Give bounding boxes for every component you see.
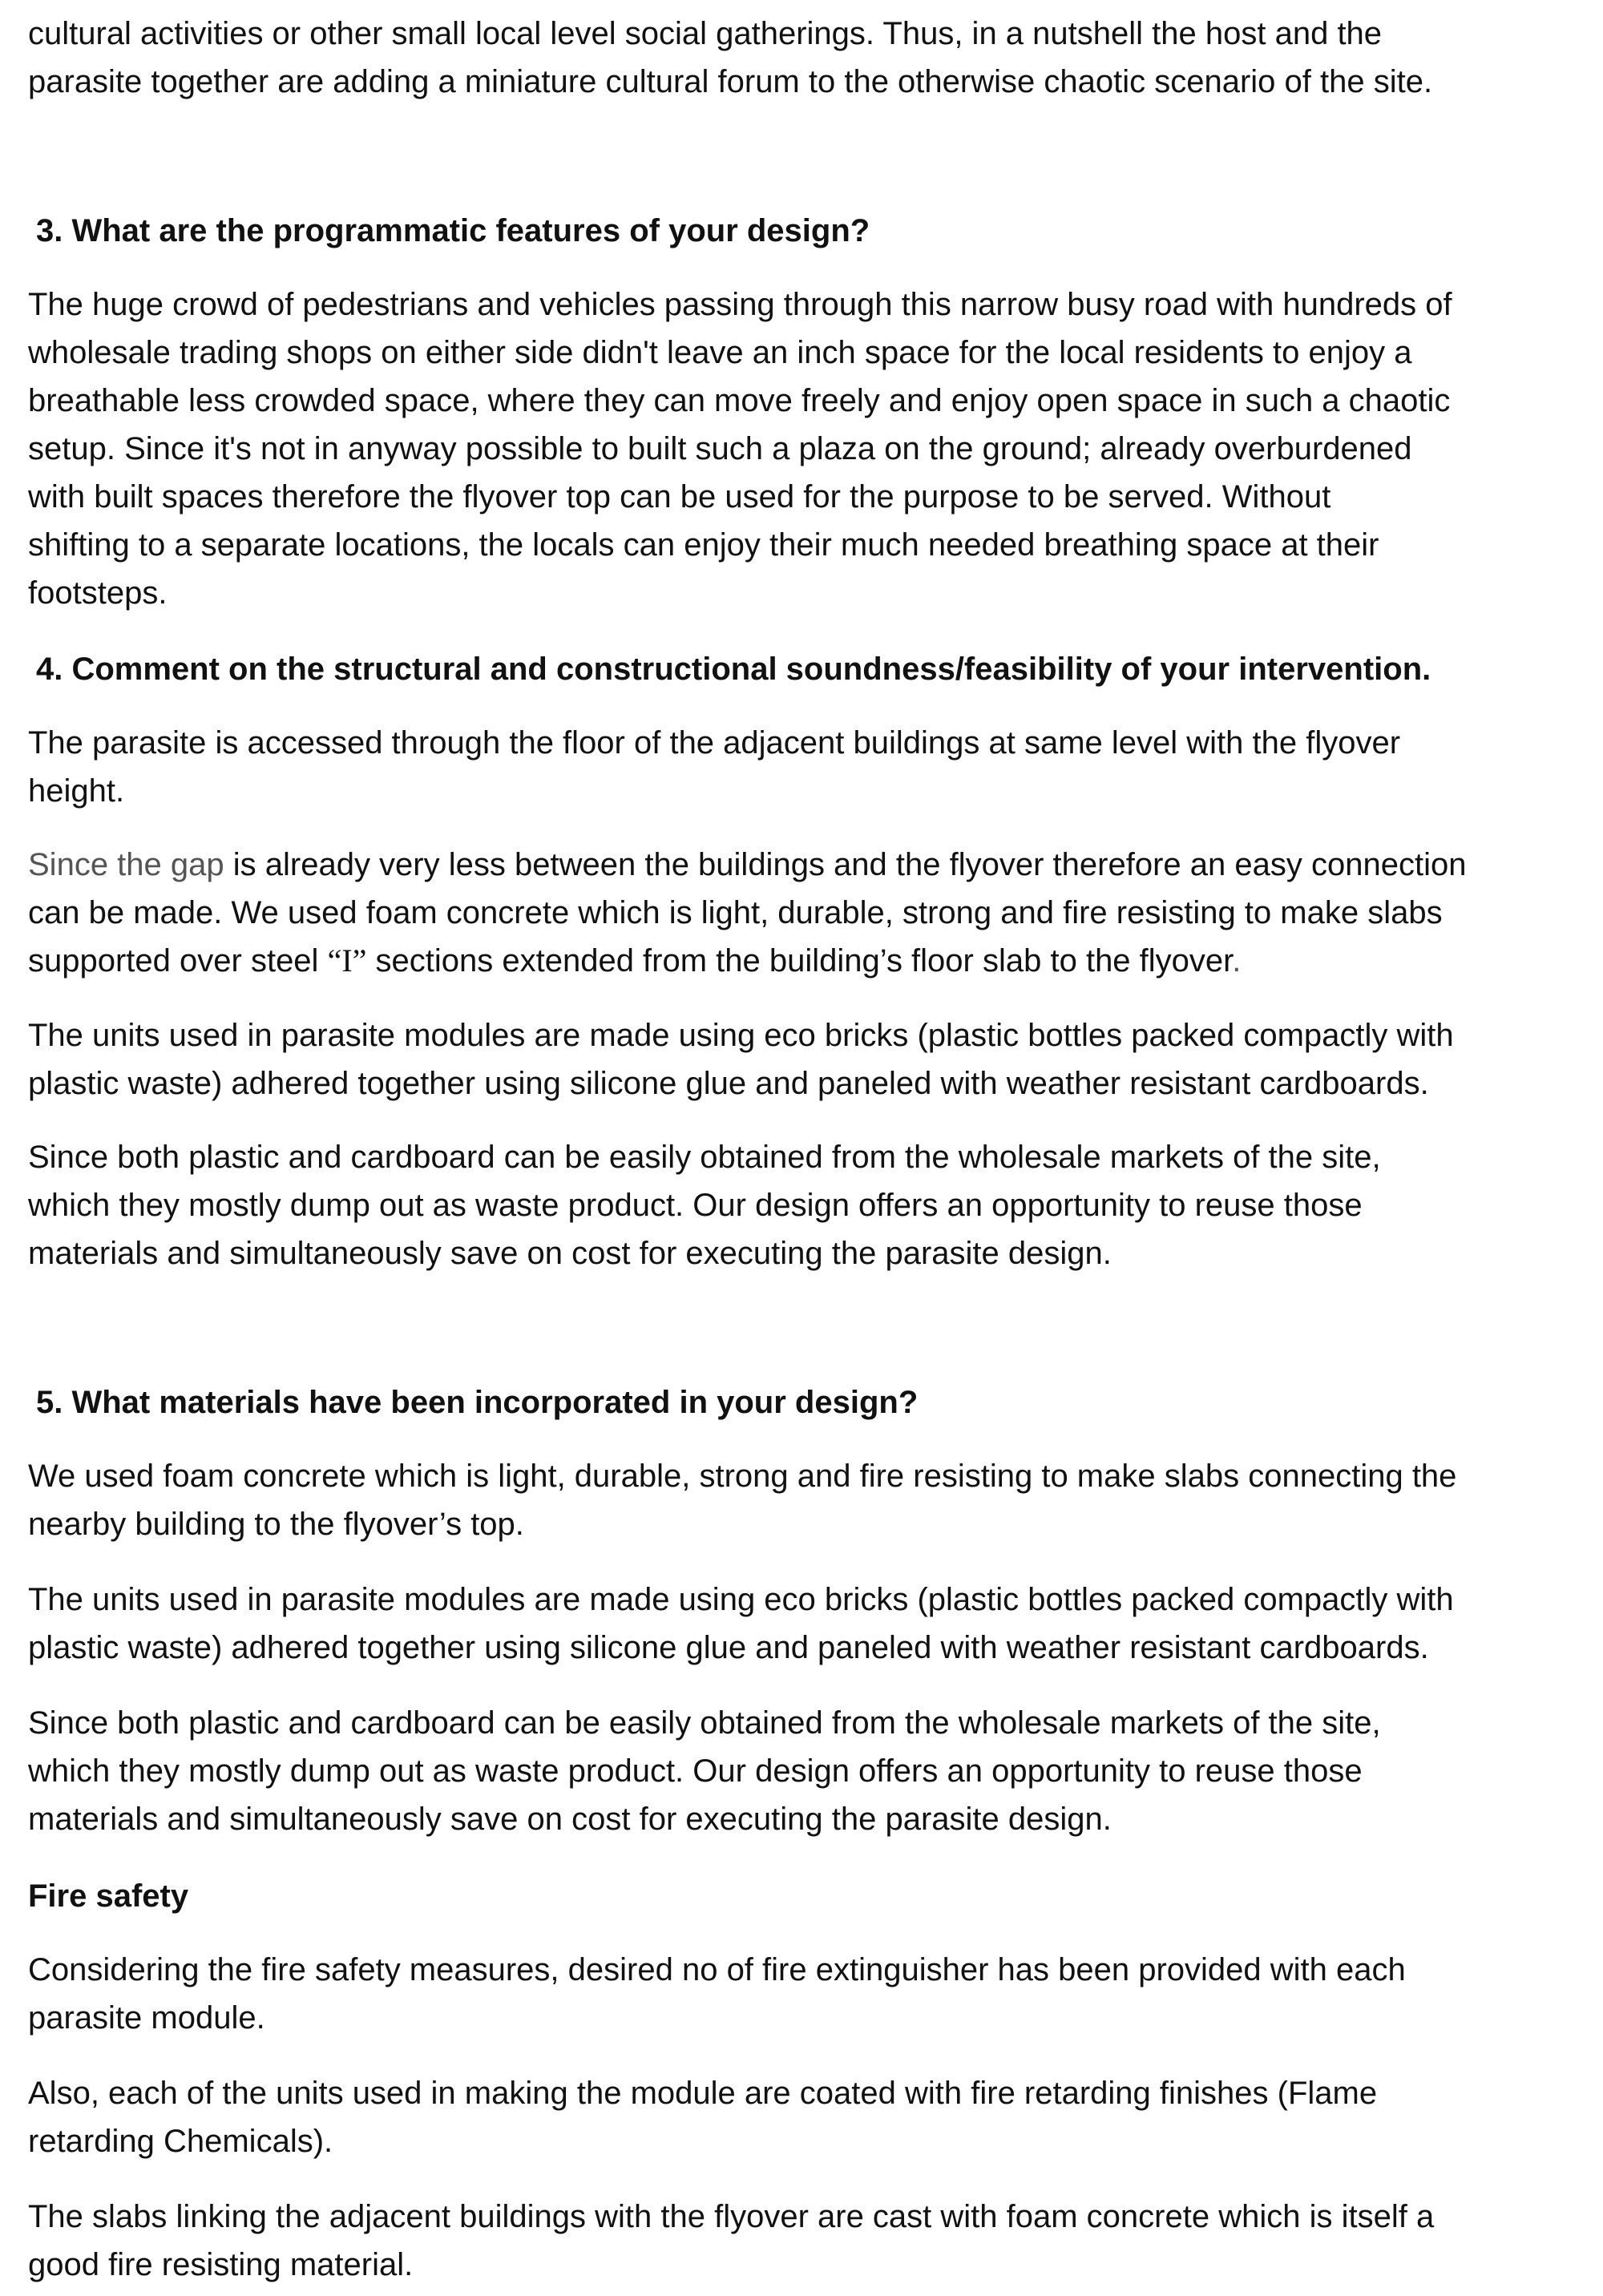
text-line: The slabs linking the adjacent buildings with the flyover are cast with foam concrete which is itself a [28, 2199, 1435, 2234]
text-line: materials and simultaneously save on cost for executing the parasite design. [28, 1802, 1112, 1837]
text-line: can be made. We used foam concrete which is light, durable, strong and fire resisting to make slabs [28, 895, 1443, 930]
text-line: setup. Since it's not in anyway possible to built such a plaza on the ground; already overburdened [28, 431, 1412, 466]
fire-safety-heading: Fire safety [28, 1878, 189, 1914]
text-line: which they mostly dump out as waste product. Our design offers an opportunity to reuse those [28, 1753, 1363, 1789]
q5-paragraph-1 [28, 1452, 1456, 1548]
text-line: parasite together are adding a miniature cultural forum to the otherwise chaotic scenario of the site. [28, 64, 1433, 99]
text-line: The units used in parasite modules are made using eco bricks (plastic bottles packed compactly with [28, 1582, 1454, 1617]
q4-paragraph-2 [28, 841, 1466, 985]
text-line: Considering the fire safety measures, desired no of fire extinguisher has been provided with each [28, 1952, 1406, 1987]
text-line: retarding Chemicals). [28, 2124, 333, 2159]
q3-paragraph [28, 280, 1452, 617]
q4-paragraph-4 [28, 1133, 1381, 1277]
fire-paragraph-2 [28, 2069, 1377, 2165]
text-line: height. [28, 773, 125, 809]
q4-heading: 4. Comment on the structural and constructional soundness/feasibility of your intervention. [36, 652, 1431, 687]
text-span: is already very less between the buildings and the flyover therefore an easy connection [224, 847, 1467, 882]
text-line: Since both plastic and cardboard can be easily obtained from the wholesale markets of the site, [28, 1705, 1381, 1741]
text-line: good fire resisting material. [28, 2247, 414, 2282]
text-line: Also, each of the units used in making the module are coated with fire retarding finishes (Flame [28, 2076, 1378, 2111]
text-line: breathable less crowded space, where they can move freely and enjoy open space in such a chaotic [28, 383, 1451, 418]
text-line: parasite module. [28, 2000, 265, 2036]
text-line: materials and simultaneously save on cost for executing the parasite design. [28, 1236, 1112, 1271]
text-line: The parasite is accessed through the floor of the adjacent buildings at same level with the flyover [28, 725, 1401, 761]
text-span: sections extended from the building’s floor slab to the flyover [366, 943, 1233, 979]
text-line: nearby building to the flyover’s top. [28, 1507, 524, 1542]
text-line: plastic waste) adhered together using silicone glue and paneled with weather resistant cardboards. [28, 1066, 1429, 1101]
text-line: with built spaces therefore the flyover top can be used for the purpose to be served. Without [28, 479, 1331, 514]
gray-text: . [1232, 943, 1242, 979]
q3-heading: 3. What are the programmatic features of your design? [36, 213, 870, 248]
text-line: The huge crowd of pedestrians and vehicles passing through this narrow busy road with hundreds of [28, 287, 1452, 322]
text-line: plastic waste) adhered together using silicone glue and paneled with weather resistant cardboards. [28, 1630, 1429, 1665]
text-line: The units used in parasite modules are made using eco bricks (plastic bottles packed compactly with [28, 1018, 1454, 1053]
text-span: supported over steel [28, 943, 328, 979]
text-line: footsteps. [28, 575, 168, 611]
q4-paragraph-3 [28, 1011, 1454, 1108]
intro-paragraph [28, 10, 1432, 106]
text-line: shifting to a separate locations, the locals can enjoy their much needed breathing space at their [28, 527, 1379, 563]
fire-paragraph-3 [28, 2193, 1434, 2289]
fire-paragraph-1 [28, 1946, 1406, 2042]
text-line [28, 937, 1466, 985]
text-line: which they mostly dump out as waste product. Our design offers an opportunity to reuse those [28, 1188, 1363, 1223]
q4-paragraph-1 [28, 719, 1400, 815]
gray-text: Since the gap [28, 847, 224, 882]
text-line: We used foam concrete which is light, durable, strong and fire resisting to make slabs connecting the [28, 1459, 1457, 1494]
q5-heading: 5. What materials have been incorporated in your design? [36, 1385, 919, 1420]
q5-paragraph-2 [28, 1576, 1454, 1672]
text-line: Since both plastic and cardboard can be easily obtained from the wholesale markets of the site, [28, 1140, 1381, 1175]
q5-paragraph-3 [28, 1699, 1381, 1843]
serif-text: “I” [327, 942, 367, 979]
text-line: wholesale trading shops on either side didn't leave an inch space for the local residents to enjoy a [28, 335, 1412, 370]
text-line: cultural activities or other small local level social gatherings. Thus, in a nutshell the host and the [28, 16, 1383, 51]
text-line [28, 841, 1466, 889]
